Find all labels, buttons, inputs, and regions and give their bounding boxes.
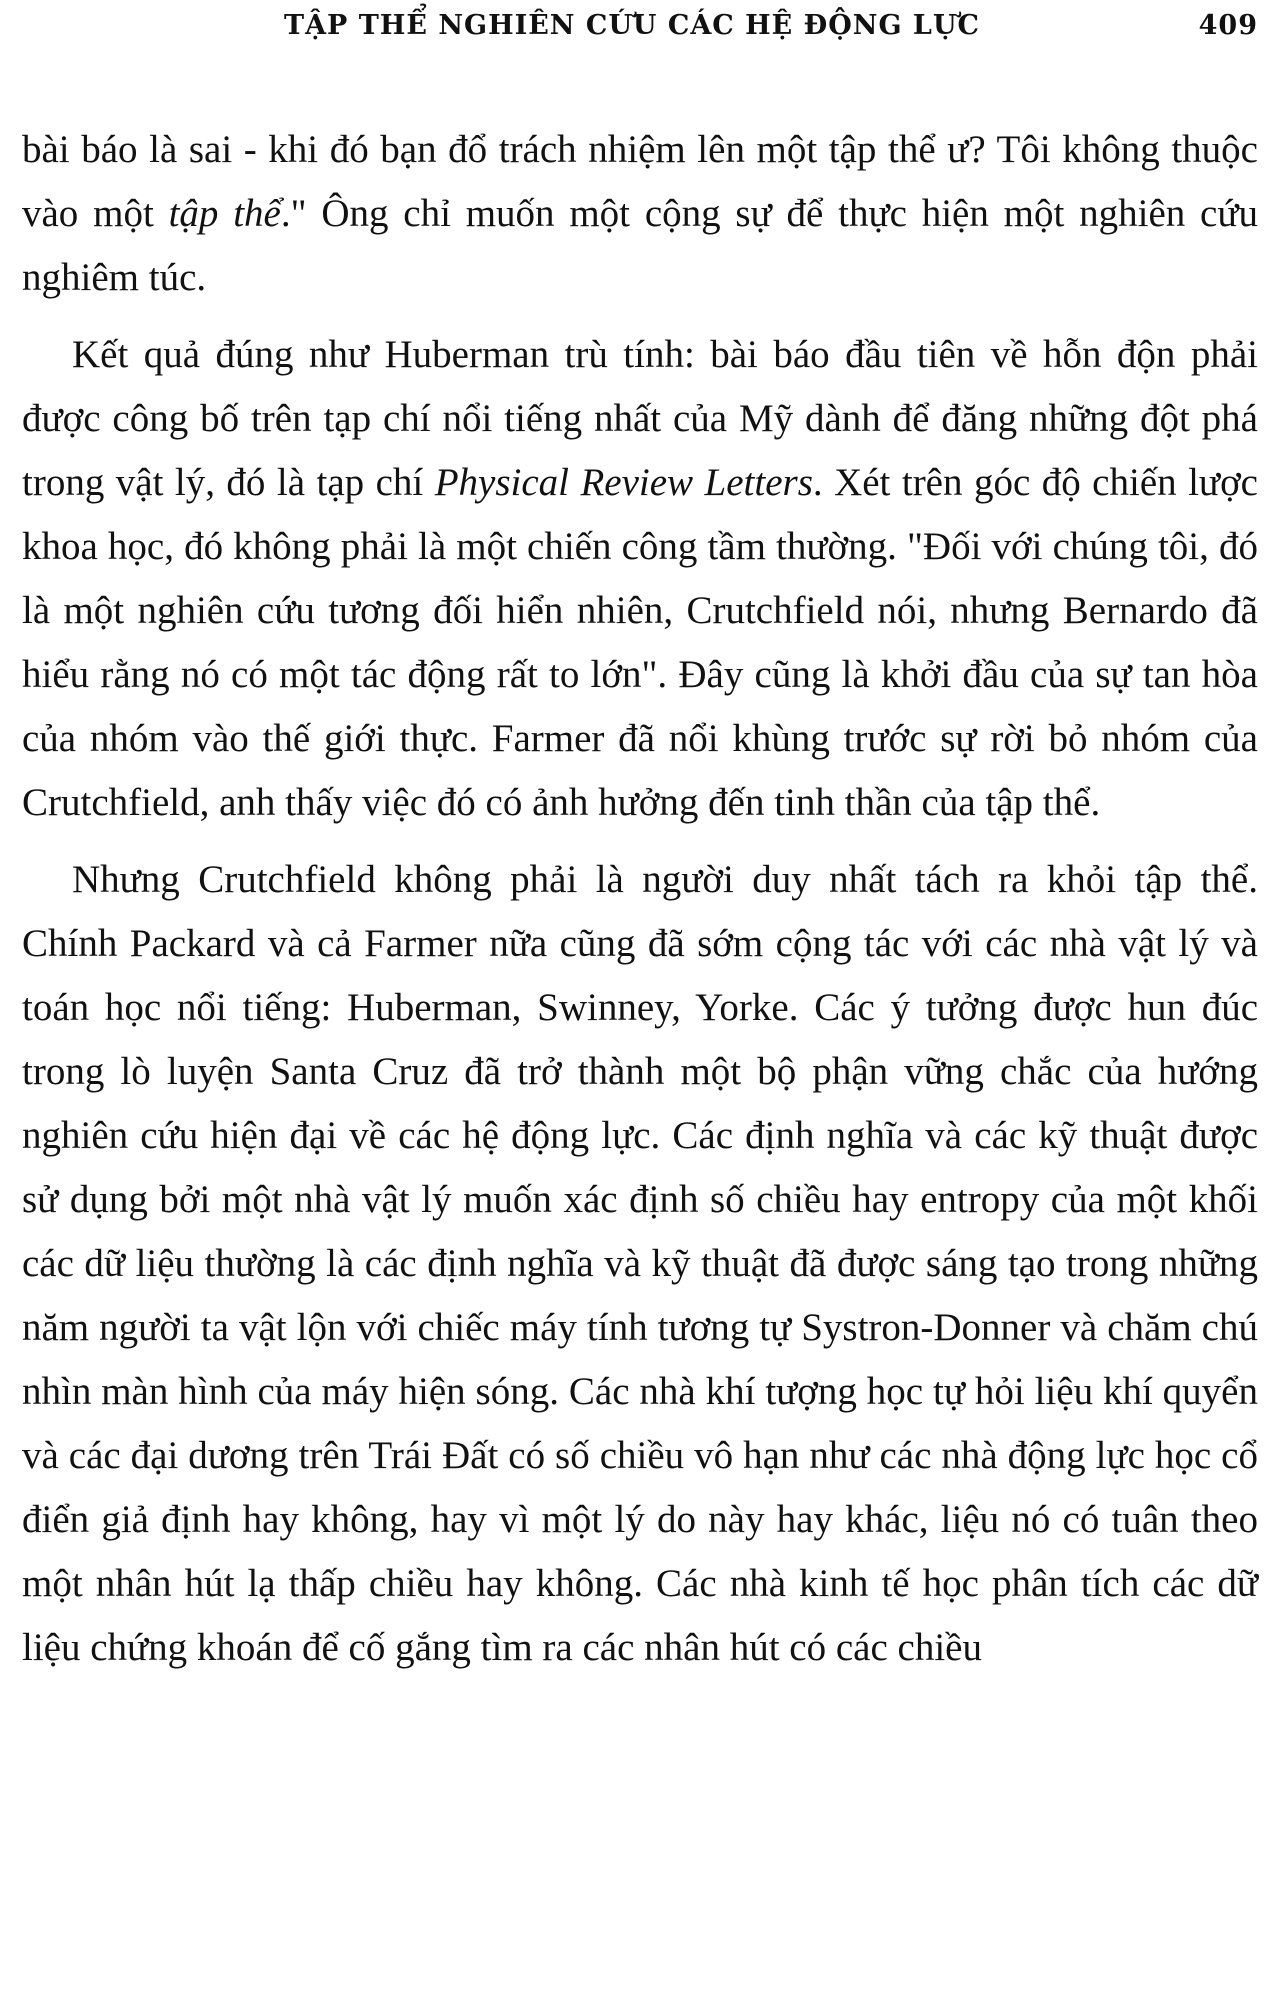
text-run: . Xét trên góc độ chiến lược khoa học, đó không phải là một chiến công tầm thường. "Đối với chúng tôi, đó là một nghiên cứu tương đối hiển nhiên, Crutchfield nói, nhưng Bernardo đã hiểu rằng nó có một tác động rất to lớn". Đây cũng là khởi đầu của sự tan hòa của nhóm vào thế giới thực. Farmer đã nổi khùng trước sự rời bỏ nhóm của Crutchfield, anh thấy việc đó có ảnh hưởng đến tinh thần của tập thể. — [22, 461, 1258, 824]
chapter-title: TẬP THỂ NGHIÊN CỨU CÁC HỆ ĐỘNG LỰC — [284, 10, 980, 41]
italic-text: tập thể — [168, 192, 281, 235]
body-text — [22, 118, 1258, 1680]
page-number: 409 — [1198, 10, 1258, 41]
running-header — [22, 6, 1258, 46]
paragraph-3 — [22, 848, 1258, 1680]
text-run: ." Ông chỉ muốn một cộng sự để thực hiện một nghiên cứu nghiêm túc. — [22, 192, 1258, 299]
paragraph-1 — [22, 118, 1258, 310]
text-run: bài báo là sai - khi đó bạn đổ trách nhiệm lên một tập thể ư? Tôi không thuộc vào một — [22, 128, 1258, 235]
text-run: Nhưng Crutchfield không phải là người duy nhất tách ra khỏi tập thể. Chính Packard và cả Farmer nữa cũng đã sớm cộng tác với các nhà vật lý và toán học nổi tiếng: Huberman, Swinney, Yorke. Các ý tưởng được hun đúc trong lò luyện Santa Cruz đã trở thành một bộ phận vững chắc của hướng nghiên cứu hiện đại về các hệ động lực. Các định nghĩa và các kỹ thuật được sử dụng bởi một nhà vật lý muốn xác định số chiều hay entropy của một khối các dữ liệu thường là các định nghĩa và kỹ thuật đã được sáng tạo trong những năm người ta vật lộn với chiếc máy tính tương tự Systron-Donner và chăm chú nhìn màn hình của máy hiện sóng. Các nhà khí tượng học tự hỏi liệu khí quyển và các đại dương trên Trái Đất có số chiều vô hạn như các nhà động lực học cổ điển giả định hay không, hay vì một lý do này hay khác, liệu nó có tuân theo một nhân hút lạ thấp chiều hay không. Các nhà kinh tế học phân tích các dữ liệu chứng khoán để cố gắng tìm ra các nhân hút có các chiều — [22, 858, 1258, 1669]
italic-text: Physical Review Letters — [434, 461, 813, 504]
paragraph-2 — [22, 323, 1258, 835]
text-run: Kết quả đúng như Huberman trù tính: bài báo đầu tiên về hỗn độn phải được công bố trên tạp chí nổi tiếng nhất của Mỹ dành để đăng những đột phá trong vật lý, đó là tạp chí — [22, 333, 1258, 504]
